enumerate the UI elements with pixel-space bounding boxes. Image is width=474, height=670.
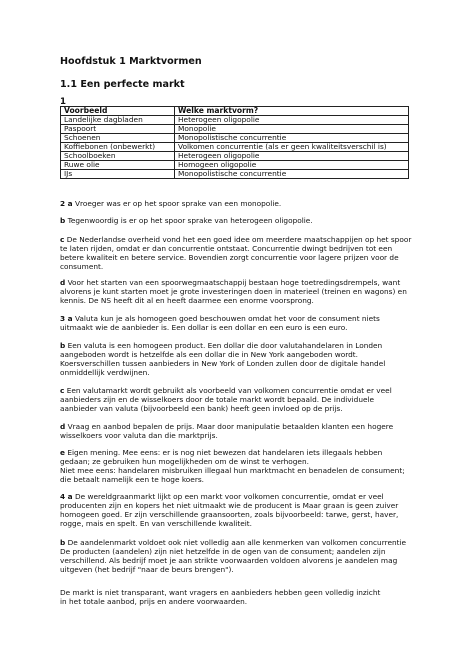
answer-4b bbox=[60, 539, 422, 575]
answer-line: onmiddellijk verdwijnen. bbox=[60, 367, 150, 377]
table-row bbox=[61, 134, 409, 143]
answer-label: e bbox=[60, 448, 65, 457]
answer-line: Vraag en aanbod bepalen de prijs. Maar door manipulatie betaalden klanten een hogere bbox=[67, 422, 394, 431]
answer-line: uitmaakt wie de aanbieder is. Een dollar is een dollar en een euro is een euro. bbox=[60, 322, 348, 332]
table-cell: Heterogeen oligopolie bbox=[175, 152, 409, 161]
table-row bbox=[61, 170, 409, 179]
answer-2a bbox=[60, 200, 422, 209]
answer-line: te laten rijden, omdat er dan concurrentie ontstaat. Concurrentie dwingt bedrijven tot een bbox=[60, 243, 393, 253]
answer-2c bbox=[60, 236, 422, 272]
answer-line: die betaalt namelijk een te hoge koers. bbox=[60, 474, 205, 484]
section-heading: 1.1 Een perfecte markt bbox=[60, 79, 185, 90]
table-row bbox=[61, 152, 409, 161]
table-cell: IJs bbox=[61, 170, 175, 179]
answer-line: De Nederlandse overheid vond het een goed idee om meerdere maatschappijen op het spoor bbox=[66, 235, 412, 244]
answer-label: 4 a bbox=[60, 492, 73, 501]
table-cell: Monopolie bbox=[175, 125, 409, 134]
table-header-row bbox=[61, 107, 409, 116]
answer-3e bbox=[60, 449, 422, 485]
table-cell: Schoolboeken bbox=[61, 152, 175, 161]
table-cell: Paspoort bbox=[61, 125, 175, 134]
table-row bbox=[61, 161, 409, 170]
answer-label: d bbox=[60, 422, 66, 431]
market-form-table bbox=[60, 106, 409, 179]
table-row bbox=[61, 116, 409, 125]
answer-line: verschillend. Als bedrijf moet je aan strikte voorwaarden voldoen alvorens je aandelen mag bbox=[60, 555, 398, 565]
table-cell: Monopolistische concurrentie bbox=[175, 170, 409, 179]
table-row bbox=[61, 125, 409, 134]
answer-line: Tegenwoordig is er op het spoor sprake van heterogeen oligopolie. bbox=[67, 216, 313, 225]
answer-label: 3 a bbox=[60, 314, 73, 323]
answer-line: uitgeven (het bedrijf "naar de beurs brengen"). bbox=[60, 564, 234, 574]
answer-2d bbox=[60, 279, 422, 306]
answer-line: Niet mee eens: handelaren misbruiken illegaal hun marktmacht en benadelen de consument; bbox=[60, 465, 405, 475]
answer-3d bbox=[60, 423, 422, 441]
chapter-heading: Hoofdstuk 1 Marktvormen bbox=[60, 56, 202, 67]
table-row bbox=[61, 143, 409, 152]
answer-line: kennis. De NS heeft dit al en heeft daarmee een enorme voorsprong. bbox=[60, 295, 314, 305]
answer-label: d bbox=[60, 278, 66, 287]
answer-line: consument. bbox=[60, 261, 104, 271]
column-header: Voorbeeld bbox=[61, 107, 175, 116]
answer-line: homogeen goed. Er zijn verschillende graansoorten, zoals bijvoorbeeld: tarwe, gerst, haver, bbox=[60, 509, 399, 519]
table-cell: Monopolistische concurrentie bbox=[175, 134, 409, 143]
answer-2b bbox=[60, 217, 422, 226]
answer-line: in het totale aanbod, prijs en andere voorwaarden. bbox=[60, 596, 248, 606]
answer-label: b bbox=[60, 538, 66, 547]
table-cell: Ruwe olie bbox=[61, 161, 175, 170]
answer-line: gedaan; ze gebruiken hun mogelijkheden om de winst te verhogen. bbox=[60, 456, 309, 466]
answer-4a bbox=[60, 493, 422, 529]
answer-line: Koersverschillen tussen aanbieders in New York of Londen zullen door de digitale handel bbox=[60, 358, 386, 368]
answer-3b bbox=[60, 342, 422, 378]
answer-line: De wereldgraanmarkt lijkt op een markt voor volkomen concurrentie, omdat er veel bbox=[74, 492, 384, 501]
answer-line: aanbieder van valuta (bijvoorbeeld een bank) heeft geen invloed op de prijs. bbox=[60, 403, 343, 413]
answer-line: Voor het starten van een spoorwegmaatschappij bestaan hoge toetredingsdrempels, want bbox=[67, 278, 401, 287]
answer-3a bbox=[60, 315, 422, 333]
table-cell: Heterogeen oligopolie bbox=[175, 116, 409, 125]
answer-line: rogge, mais en spelt. En van verschillende kwaliteit. bbox=[60, 518, 252, 528]
answer-label: b bbox=[60, 341, 66, 350]
answer-line: betere kwaliteit en betere service. Bovendien zorgt concurrentie voor lagere prijzen voor de bbox=[60, 252, 399, 262]
answer-3c bbox=[60, 387, 422, 414]
answer-line: Eigen mening. Mee eens: er is nog niet bewezen dat handelaren iets illegaals hebben bbox=[67, 448, 383, 457]
answer-label: 2 a bbox=[60, 199, 73, 208]
answer-4b-continued bbox=[60, 589, 422, 607]
table-cell: Schoenen bbox=[61, 134, 175, 143]
table-cell: Koffiebonen (onbewerkt) bbox=[61, 143, 175, 152]
answer-line: Valuta kun je als homogeen goed beschouwen omdat het voor de consument niets bbox=[74, 314, 380, 323]
question-number: 1 bbox=[60, 97, 66, 107]
answer-line: aanbieders zijn en de wisselkoers door de totale markt wordt bepaald. De individuele bbox=[60, 394, 375, 404]
answer-label: b bbox=[60, 216, 66, 225]
answer-line: De producten (aandelen) zijn niet hetzelfde in de ogen van de consument; aandelen zijn bbox=[60, 546, 386, 556]
answer-line: Een valutamarkt wordt gebruikt als voorbeeld van volkomen concurrentie omdat er veel bbox=[66, 386, 392, 395]
answer-line: Een valuta is een homogeen product. Een dollar die door valutahandelaren in Londen bbox=[67, 341, 383, 350]
table-cell: Volkomen concurrentie (als er geen kwaliteitsverschil is) bbox=[175, 143, 409, 152]
table-cell: Landelijke dagbladen bbox=[61, 116, 175, 125]
answer-line: alvorens je kunt starten moet je grote investeringen doen in materieel (treinen en wagons) en bbox=[60, 286, 407, 296]
table-cell: Homogeen oligopolie bbox=[175, 161, 409, 170]
answer-line: producenten zijn en kopers het niet uitmaakt wie de producent is Maar graan is geen zuiver bbox=[60, 500, 399, 510]
answer-line: De aandelenmarkt voldoet ook niet volledig aan alle kenmerken van volkomen concurrentie bbox=[67, 538, 407, 547]
column-header: Welke marktvorm? bbox=[175, 107, 409, 116]
answer-line: aangeboden wordt is hetzelfde als een dollar die in New York aangeboden wordt. bbox=[60, 349, 358, 359]
answer-label: c bbox=[60, 235, 65, 244]
answer-line: De markt is niet transparant, want vragers en aanbieders hebben geen volledig inzicht bbox=[60, 588, 381, 597]
answer-line: wisselkoers voor valuta dan die marktprijs. bbox=[60, 430, 218, 440]
answer-line: Vroeger was er op het spoor sprake van een monopolie. bbox=[74, 199, 282, 208]
answer-label: c bbox=[60, 386, 65, 395]
